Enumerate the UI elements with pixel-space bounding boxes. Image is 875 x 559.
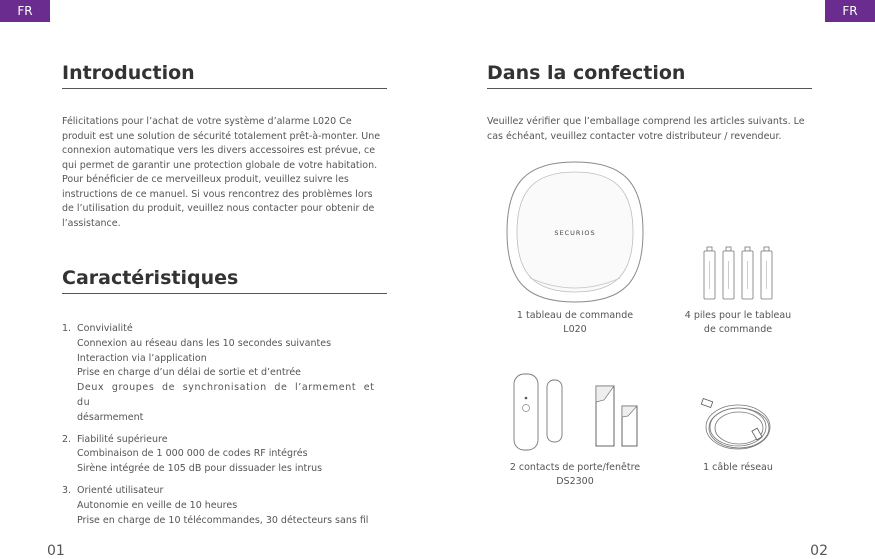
caption-line: 1 tableau de commande xyxy=(516,310,634,321)
feature-item xyxy=(62,322,387,426)
page-number-left: 01 xyxy=(47,543,65,559)
door-contacts-illustration xyxy=(512,372,642,452)
feature-line: Connexion au réseau dans les 10 secondes suivantes xyxy=(77,337,332,349)
feature-title: Convivialité xyxy=(77,323,133,334)
feature-number: 2. xyxy=(62,433,72,445)
feature-line: Prise en charge de 10 télécommandes, 30 détecteurs sans fil xyxy=(77,514,369,526)
page-number-right: 02 xyxy=(810,543,828,559)
feature-line: Deux groupes de synchronisation de l’armement et du xyxy=(77,382,375,408)
feature-line: désarmement xyxy=(77,411,144,423)
language-tag-right: FR xyxy=(825,0,875,22)
intro-line: Félicitations pour l’achat de votre système d’alarme L020 Ce xyxy=(62,116,352,127)
feature-line: Sirène intégrée de 105 dB pour dissuader les intrus xyxy=(77,463,323,475)
intro-line: de l’utilisation du produit, veuillez nous contacter pour obtenir de xyxy=(62,203,375,214)
batteries-illustration xyxy=(704,245,778,301)
feature-line: Autonomie en veille de 10 heures xyxy=(77,499,238,511)
package-paragraph xyxy=(487,115,817,144)
intro-line: connexion automatique vers les divers accessoires est prévue, ce xyxy=(62,145,376,156)
caption-line: L020 xyxy=(563,323,587,335)
control-panel-illustration xyxy=(505,160,645,305)
feature-item xyxy=(62,484,387,528)
intro-line: produit est une solution de sécurité totalement prêt-à-monter. Une xyxy=(62,130,381,142)
feature-number: 1. xyxy=(62,323,72,334)
caption-line: DS2300 xyxy=(556,475,594,487)
feature-line: Interaction via l’application xyxy=(77,352,207,364)
features-list xyxy=(62,322,387,535)
package-line: Veuillez vérifier que l’emballage comprend les articles suivants. Le xyxy=(487,116,805,127)
feature-number: 3. xyxy=(62,484,72,496)
brand-logo: SECURIOS xyxy=(554,229,596,237)
intro-heading: Introduction xyxy=(62,62,387,89)
caption-door-contacts xyxy=(505,461,645,488)
intro-line: l’assistance. xyxy=(62,217,121,229)
caption-line: 2 contacts de porte/fenêtre xyxy=(509,462,641,473)
package-line: cas échéant, veuillez contacter votre distributeur / revendeur. xyxy=(487,130,782,142)
package-heading: Dans la confection xyxy=(487,62,812,89)
features-heading: Caractéristiques xyxy=(62,267,387,294)
caption-batteries xyxy=(668,309,808,336)
intro-line: qui permet de garantir une protection globale de votre habitation. xyxy=(62,159,378,171)
intro-paragraph xyxy=(62,115,392,231)
caption-line: 4 piles pour le tableau xyxy=(684,310,792,321)
feature-line: Prise en charge d’un délai de sortie et d’entrée xyxy=(77,367,302,379)
feature-line: Combinaison de 1 000 000 de codes RF intégrés xyxy=(77,448,308,460)
feature-title: Orienté utilisateur xyxy=(77,484,164,496)
feature-item xyxy=(62,433,387,477)
language-tag-left: FR xyxy=(0,0,50,22)
network-cable-illustration xyxy=(700,395,774,453)
caption-control-panel xyxy=(505,309,645,336)
caption-line: de commande xyxy=(703,323,773,335)
intro-line: Pour bénéficier de ce merveilleux produit, veuillez suivre les xyxy=(62,174,349,185)
caption-line: 1 câble réseau xyxy=(703,462,773,473)
intro-line: instructions de ce manuel. Si vous rencontrez des problèmes lors xyxy=(62,188,373,200)
feature-title: Fiabilité supérieure xyxy=(77,433,168,445)
caption-network-cable xyxy=(668,461,808,475)
